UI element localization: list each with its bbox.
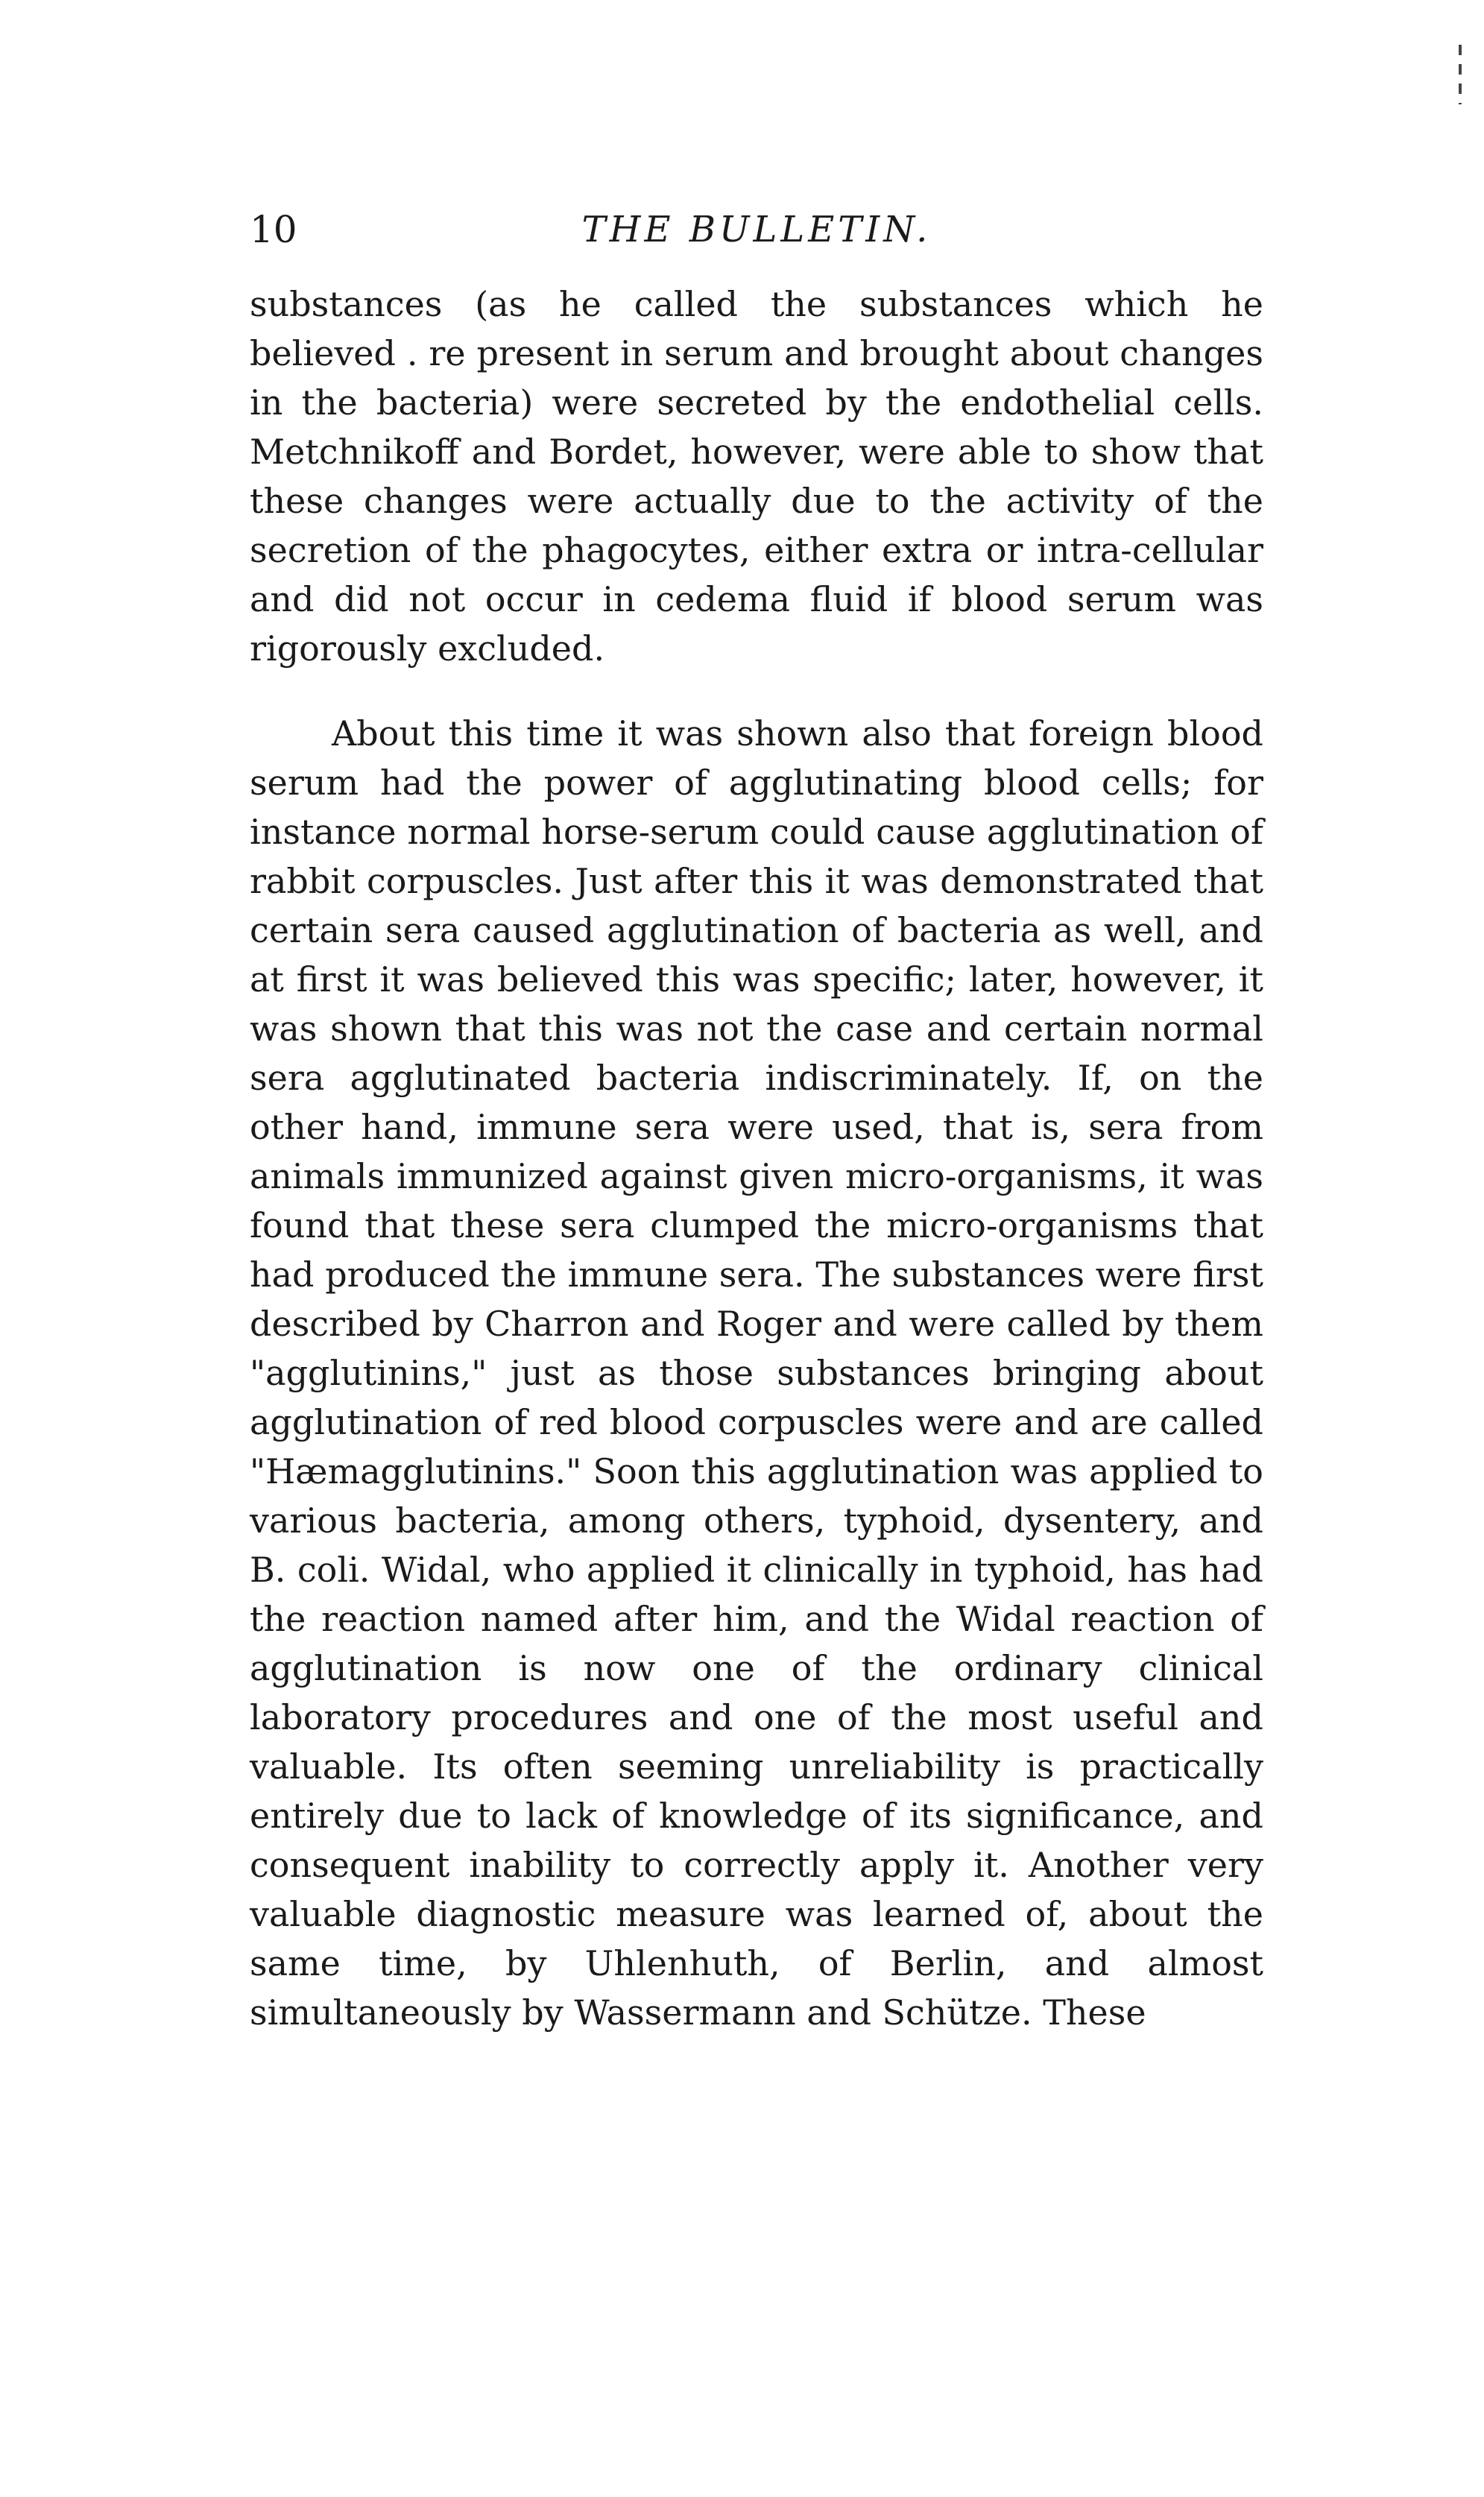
page-number: 10: [250, 208, 297, 251]
paragraph-continuation: substances (as he called the substances which he believed . re present in serum and brought about changes in the bacteria) were secreted by the endothelial cells. Metchnikoff and Bordet, however, were able to show that these changes were actually due to the activity of the secretion of the phagocytes, either extra or intra-cellular and did not occur in cedema fluid if blood serum was rigorously excluded.: [250, 284, 1263, 669]
page-body: [250, 280, 1263, 2037]
paragraph-agglutination: About this time it was shown also that foreign blood serum had the power of agglutinating blood cells; for instance normal horse-serum could cause agglutination of rabbit corpuscles. Just after this it was demonstrated that certain sera caused agglutination of bacteria as well, and at first it was believed this was specific; later, however, it was shown that this was not the case and certain normal sera agglutinated bacteria indiscriminately. If, on the other hand, immune sera were used, that is, sera from animals immunized against given micro-organisms, it was found that these sera clumped the micro-organisms that had produced the immune sera. The substances were first described by Charron and Roger and were called by them "agglutinins," just as those substances bringing about agglutination of red blood corpuscles were and are called "Hæmagglutinins." Soon this agglutination was applied to various bacteria, among others, typhoid, dysentery, and B. coli. Widal, who applied it clinically in typhoid, has had the reaction named after him, and the Widal reaction of agglutination is now one of the ordinary clinical laboratory procedures and one of the most useful and valuable. Its often seeming unreliability is practically entirely due to lack of knowledge of its significance, and consequent inability to correctly apply it. Another very valuable diagnostic measure was learned of, about the same time, by Uhlenhuth, of Berlin, and almost simultaneously by Wassermann and Schütze. These: [250, 713, 1263, 2033]
running-title: THE BULLETIN.: [581, 209, 932, 250]
margin-mark: [1459, 45, 1462, 104]
page-header: [250, 200, 1263, 259]
